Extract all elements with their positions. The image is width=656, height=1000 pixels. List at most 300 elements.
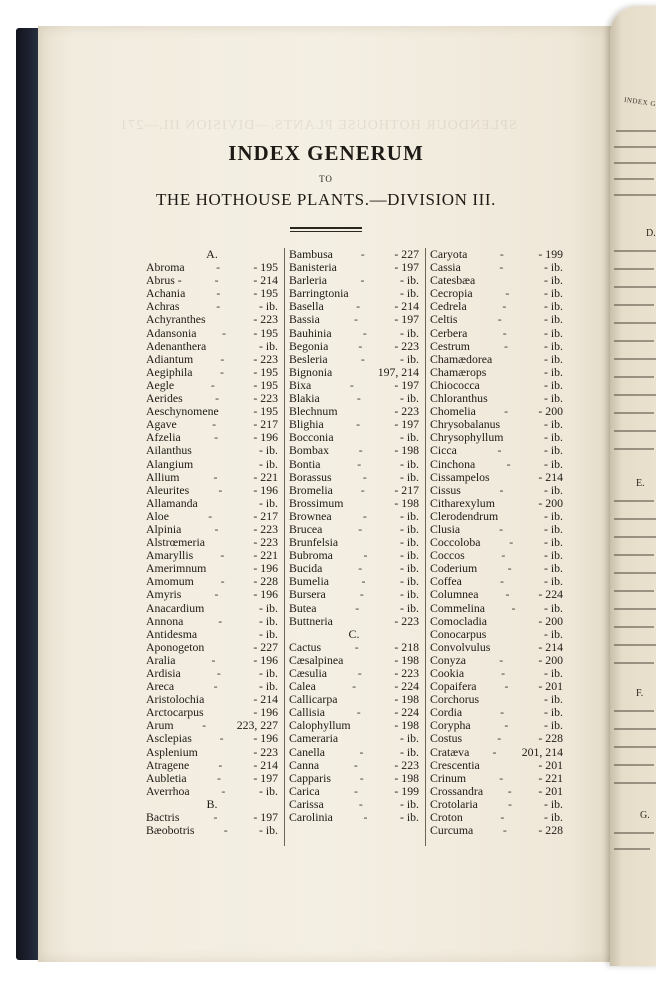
genus-name: Anacardium bbox=[146, 600, 205, 615]
letter-heading: B. bbox=[206, 796, 218, 811]
page-reference: - 196 bbox=[253, 652, 278, 667]
genus-name: Agave bbox=[146, 417, 177, 432]
genus-name: Capparis bbox=[289, 770, 331, 785]
genus-name: Allium bbox=[146, 469, 180, 484]
page-reference: - ib. bbox=[543, 810, 563, 825]
page-reference: - 195 bbox=[253, 404, 278, 419]
page-reference: - ib. bbox=[543, 692, 563, 707]
page-reference: - 200 bbox=[538, 404, 563, 419]
genus-name: Carissa bbox=[289, 796, 324, 811]
index-entry bbox=[146, 588, 278, 601]
leader-dots: - bbox=[492, 745, 499, 759]
index-entry bbox=[430, 602, 563, 615]
genus-name: Asplenium bbox=[146, 744, 198, 759]
leader-dots: - bbox=[499, 653, 506, 667]
genus-name: Cicca bbox=[430, 443, 457, 458]
page-reference: - 228 bbox=[538, 823, 563, 838]
page-reference: - ib. bbox=[543, 299, 563, 314]
leader-dots: - bbox=[360, 248, 367, 261]
page-reference: - 221 bbox=[538, 770, 563, 785]
genus-name: Crescentia bbox=[430, 757, 480, 772]
index-entry bbox=[430, 471, 563, 484]
page-reference: - ib. bbox=[543, 482, 563, 497]
genus-name: Cookia bbox=[430, 666, 465, 680]
page-reference: - 195 bbox=[253, 260, 278, 275]
index-entry bbox=[146, 327, 278, 340]
page-reference: - 228 bbox=[253, 574, 278, 589]
page-reference: - ib. bbox=[543, 338, 563, 353]
leader-dots: - bbox=[356, 392, 363, 406]
page-reference: - ib. bbox=[399, 286, 419, 301]
page-reference: - ib. bbox=[399, 325, 419, 340]
leader-dots: - bbox=[221, 326, 228, 340]
genus-name: Bixa bbox=[289, 377, 312, 392]
index-entry bbox=[146, 484, 278, 497]
column-divider bbox=[284, 248, 285, 846]
next-page-text-line bbox=[614, 448, 654, 450]
page-reference: - ib. bbox=[258, 338, 278, 353]
page-reference: - ib. bbox=[399, 587, 419, 602]
page-reference: - ib. bbox=[543, 364, 563, 379]
genus-name: Callicarpa bbox=[289, 692, 338, 707]
genus-name: Calophyllum bbox=[289, 718, 351, 733]
page-reference: - 199 bbox=[394, 783, 419, 798]
index-entry bbox=[430, 366, 563, 379]
genus-name: Chrysobalanus bbox=[430, 417, 501, 432]
genus-name: Brossimum bbox=[289, 495, 344, 510]
genus-name: Blighia bbox=[289, 417, 324, 432]
next-page-text-line bbox=[614, 572, 656, 574]
index-entry bbox=[289, 340, 419, 353]
genus-name: Abrus - bbox=[146, 273, 182, 288]
genus-name: Columnea bbox=[430, 587, 479, 602]
page-reference: - 196 bbox=[253, 482, 278, 497]
page-reference: - 214 bbox=[253, 692, 278, 707]
page-reference: - ib. bbox=[258, 626, 278, 641]
genus-name: Amaryllis bbox=[146, 548, 194, 563]
genus-name: Ardisia bbox=[146, 666, 181, 680]
page-reference: - ib. bbox=[399, 600, 419, 615]
page-reference: - 224 bbox=[394, 705, 419, 720]
page-reference: - 195 bbox=[253, 325, 278, 340]
title-rule-bottom bbox=[290, 231, 362, 232]
leader-dots: - bbox=[214, 588, 221, 602]
leader-dots: - bbox=[210, 378, 217, 392]
genus-name: Cedrela bbox=[430, 299, 467, 314]
page-reference: - 217 bbox=[253, 417, 278, 432]
page-reference: - ib. bbox=[543, 600, 563, 615]
leader-dots: - bbox=[502, 824, 509, 838]
page-reference: - 197 bbox=[394, 312, 419, 327]
page-reference: - ib. bbox=[399, 508, 419, 523]
genus-name: Aristolochia bbox=[146, 692, 205, 707]
genus-name: Alstrœmeria bbox=[146, 535, 205, 550]
leader-dots: - bbox=[212, 418, 219, 432]
genus-name: Bocconia bbox=[289, 430, 334, 445]
index-entry bbox=[146, 353, 278, 366]
genus-name: Amerimnum bbox=[146, 561, 207, 576]
next-page-text-line bbox=[614, 626, 654, 628]
page-reference: - 197 bbox=[394, 417, 419, 432]
leader-dots: - bbox=[213, 470, 220, 484]
next-page-text-line bbox=[614, 832, 654, 834]
index-entry bbox=[289, 327, 419, 340]
genus-name: Chamædorea bbox=[430, 351, 493, 366]
leader-dots: - bbox=[501, 667, 507, 680]
leader-dots: - bbox=[500, 811, 507, 825]
genus-name: Borassus bbox=[289, 469, 332, 484]
leader-dots: - bbox=[497, 732, 504, 746]
column-divider bbox=[425, 248, 426, 846]
genus-name: Amomum bbox=[146, 574, 194, 589]
leader-dots: - bbox=[219, 732, 226, 746]
next-page-text-line bbox=[614, 286, 656, 288]
genus-name: Carolinia bbox=[289, 810, 333, 825]
leader-dots: - bbox=[216, 667, 223, 680]
page-reference: - ib. bbox=[543, 548, 563, 563]
genus-name: Annona bbox=[146, 613, 184, 628]
next-page-text-line bbox=[614, 848, 650, 850]
page-reference: - ib. bbox=[399, 273, 419, 288]
leader-dots: - bbox=[497, 313, 504, 327]
leader-dots: - bbox=[499, 483, 506, 497]
genus-name: Canna bbox=[289, 757, 320, 772]
index-entry bbox=[289, 444, 419, 457]
leader-dots: - bbox=[497, 444, 504, 458]
page-reference: - ib. bbox=[543, 796, 563, 811]
genus-name: Adenanthera bbox=[146, 338, 207, 353]
leader-dots: - bbox=[359, 745, 366, 759]
genus-name: Blakia bbox=[289, 391, 320, 406]
leader-dots: - bbox=[505, 287, 512, 301]
index-entry bbox=[146, 510, 278, 523]
index-entry bbox=[430, 497, 563, 510]
genus-name: Aegiphila bbox=[146, 364, 193, 379]
leader-dots: - bbox=[359, 771, 366, 785]
index-entry bbox=[430, 353, 563, 366]
page-reference: - ib. bbox=[399, 574, 419, 589]
page-reference: - 199 bbox=[538, 247, 563, 261]
leader-dots: - bbox=[501, 549, 508, 563]
index-entry bbox=[289, 471, 419, 484]
page-reference: - ib. bbox=[258, 495, 278, 510]
index-entry bbox=[146, 824, 278, 837]
genus-name: Ailanthus bbox=[146, 443, 192, 458]
genus-name: Abroma bbox=[146, 260, 185, 275]
page-reference: - 198 bbox=[394, 770, 419, 785]
genus-name: Cordia bbox=[430, 705, 463, 720]
genus-name: Caryota bbox=[430, 247, 468, 261]
page-reference: - 214 bbox=[394, 299, 419, 314]
page-reference: - ib. bbox=[543, 417, 563, 432]
leader-dots: - bbox=[358, 522, 365, 536]
genus-name: Aloe bbox=[146, 508, 169, 523]
leader-dots: - bbox=[507, 784, 514, 798]
index-entry bbox=[146, 471, 278, 484]
page-reference: - ib. bbox=[543, 456, 563, 471]
leader-dots: - bbox=[354, 784, 361, 798]
leader-dots: - bbox=[215, 392, 222, 406]
page-reference: - ib. bbox=[399, 731, 419, 746]
genus-name: Brucea bbox=[289, 521, 323, 536]
leader-dots: - bbox=[509, 536, 516, 550]
leader-dots: - bbox=[502, 326, 509, 340]
index-entry bbox=[146, 785, 278, 798]
page-reference: - 195 bbox=[253, 364, 278, 379]
leader-dots: - bbox=[220, 352, 227, 366]
page-reference: - 223 bbox=[253, 391, 278, 406]
genus-name: Crinum bbox=[430, 770, 467, 785]
next-page-text-line bbox=[614, 644, 656, 646]
genus-name: Alpinia bbox=[146, 521, 182, 536]
index-entry bbox=[146, 615, 278, 628]
page-reference: - ib. bbox=[399, 810, 419, 825]
next-page-text-line bbox=[614, 162, 656, 164]
index-entry bbox=[146, 732, 278, 745]
page-reference: - ib. bbox=[543, 325, 563, 340]
page-reference: - 214 bbox=[538, 469, 563, 484]
index-entry bbox=[146, 628, 278, 641]
leader-dots: - bbox=[358, 444, 365, 458]
page-reference: - 217 bbox=[253, 508, 278, 523]
index-entry bbox=[430, 772, 563, 785]
genus-name: Coffea bbox=[430, 574, 462, 589]
leader-dots: - bbox=[223, 824, 230, 838]
index-entry bbox=[430, 785, 563, 798]
next-page-letter-g: G. bbox=[640, 810, 650, 821]
page-reference: - ib. bbox=[543, 508, 563, 523]
page-reference: - 224 bbox=[538, 587, 563, 602]
page-reference: - 223 bbox=[394, 613, 419, 628]
next-page-text-line bbox=[614, 146, 656, 148]
genus-name: Aerides bbox=[146, 391, 183, 406]
leader-dots: - bbox=[355, 601, 362, 615]
page-reference: - ib. bbox=[258, 456, 278, 471]
genus-name: Averrhoa bbox=[146, 783, 190, 798]
genus-name: Basella bbox=[289, 299, 324, 314]
page-reference: - 224 bbox=[394, 679, 419, 694]
leader-dots: - bbox=[504, 339, 510, 353]
leader-dots: - bbox=[499, 575, 506, 589]
page-reference: - ib. bbox=[258, 299, 278, 314]
genus-name: Cassia bbox=[430, 260, 461, 275]
index-entry bbox=[289, 353, 419, 366]
leader-dots: - bbox=[218, 758, 225, 772]
genus-name: Amyris bbox=[146, 587, 182, 602]
genus-name: Chamærops bbox=[430, 364, 487, 379]
page-reference: - 197 bbox=[253, 770, 278, 785]
page-reference: - 223 bbox=[394, 666, 419, 680]
leader-dots: - bbox=[354, 313, 361, 327]
page-reference: - ib. bbox=[399, 391, 419, 406]
page-reference: - ib. bbox=[543, 705, 563, 720]
genus-name: Achras bbox=[146, 299, 180, 314]
page-reference: - 197 bbox=[394, 377, 419, 392]
index-entry bbox=[146, 340, 278, 353]
page-reference: - 198 bbox=[394, 495, 419, 510]
index-entry bbox=[146, 746, 278, 759]
page-reference: - ib. bbox=[258, 613, 278, 628]
index-entry bbox=[289, 732, 419, 745]
genus-name: Cæsalpinea bbox=[289, 652, 344, 667]
index-entry bbox=[430, 588, 563, 601]
next-page-text-line bbox=[614, 340, 654, 342]
page-reference: - 223 bbox=[394, 338, 419, 353]
next-page-text-line bbox=[616, 130, 656, 132]
page-reference: - ib. bbox=[543, 574, 563, 589]
genus-name: Cerbera bbox=[430, 325, 468, 340]
genus-name: Bucida bbox=[289, 561, 323, 576]
index-entry bbox=[289, 313, 419, 326]
genus-name: Coccoloba bbox=[430, 535, 481, 550]
genus-name: Areca bbox=[146, 679, 175, 694]
page-reference: - ib. bbox=[258, 443, 278, 458]
index-entry bbox=[430, 746, 563, 759]
index-entry bbox=[289, 484, 419, 497]
index-entry bbox=[430, 458, 563, 471]
leader-dots: - bbox=[363, 549, 370, 563]
page-reference: - 221 bbox=[253, 469, 278, 484]
index-entry bbox=[430, 510, 563, 523]
genus-name: Achyranthes bbox=[146, 312, 206, 327]
index-entry bbox=[146, 444, 278, 457]
leader-dots: - bbox=[356, 418, 363, 432]
genus-name: Corchorus bbox=[430, 692, 480, 707]
genus-name: Canella bbox=[289, 744, 326, 759]
index-entry bbox=[430, 759, 563, 772]
leader-dots: - bbox=[214, 431, 221, 445]
genus-name: Curcuma bbox=[430, 823, 474, 838]
page-reference: - ib. bbox=[543, 626, 563, 641]
index-entry bbox=[289, 510, 419, 523]
genus-name: Croton bbox=[430, 810, 463, 825]
leader-dots: - bbox=[499, 261, 506, 275]
leader-dots: - bbox=[499, 522, 506, 536]
leader-dots: - bbox=[214, 522, 221, 536]
genus-name: Corypha bbox=[430, 718, 471, 733]
leader-dots: - bbox=[358, 562, 365, 576]
leader-dots: - bbox=[216, 300, 223, 314]
leader-dots: - bbox=[213, 811, 220, 825]
genus-name: Achania bbox=[146, 286, 186, 301]
genus-name: Adiantum bbox=[146, 351, 194, 366]
page-reference: - ib. bbox=[543, 377, 563, 392]
page-reference: - ib. bbox=[543, 286, 563, 301]
genus-name: Celtis bbox=[430, 312, 458, 327]
page-reference: - 198 bbox=[394, 692, 419, 707]
page-reference: - ib. bbox=[258, 823, 278, 838]
genus-name: Chiococca bbox=[430, 377, 480, 392]
index-entry bbox=[146, 313, 278, 326]
genus-name: Bursera bbox=[289, 587, 326, 602]
leader-dots: - bbox=[499, 771, 506, 785]
page-subtitle: THE HOTHOUSE PLANTS.—DIVISION III. bbox=[155, 190, 497, 209]
page-reference: - 227 bbox=[394, 247, 419, 261]
letter-heading: A. bbox=[206, 247, 218, 261]
page-reference: - 214 bbox=[253, 757, 278, 772]
page-reference: - 196 bbox=[253, 561, 278, 576]
page-reference: - ib. bbox=[399, 796, 419, 811]
genus-name: Chloranthus bbox=[430, 391, 488, 406]
genus-name: Cissus bbox=[430, 482, 461, 497]
leader-dots: - bbox=[356, 300, 363, 314]
genus-name: Begonia bbox=[289, 338, 329, 353]
page-reference: - 198 bbox=[394, 652, 419, 667]
next-page-text-line bbox=[614, 430, 656, 432]
leader-dots: - bbox=[208, 509, 215, 523]
index-column-1 bbox=[146, 248, 278, 837]
genus-name: Aegle bbox=[146, 377, 175, 392]
page-reference: - 218 bbox=[394, 639, 419, 654]
next-page-letter-d: D. bbox=[646, 228, 656, 239]
page-reference: - ib. bbox=[543, 391, 563, 406]
next-page-text-line bbox=[614, 536, 656, 538]
next-page-text-line bbox=[614, 358, 656, 360]
genus-name: Allamanda bbox=[146, 495, 198, 510]
genus-name: Chomelia bbox=[430, 404, 476, 419]
index-entry bbox=[146, 641, 278, 654]
next-page-letter-e: E. bbox=[636, 478, 645, 489]
genus-name: Catesbæa bbox=[430, 273, 476, 288]
index-entry bbox=[289, 602, 419, 615]
next-page-text-line bbox=[614, 764, 654, 766]
page-reference: - 221 bbox=[253, 548, 278, 563]
next-page-text-line bbox=[614, 322, 656, 324]
next-page-text-line bbox=[614, 304, 654, 306]
page-reference: - ib. bbox=[399, 469, 419, 484]
genus-name: Comocladia bbox=[430, 613, 488, 628]
leader-dots: - bbox=[362, 509, 369, 523]
genus-name: Arctocarpus bbox=[146, 705, 204, 720]
leader-dots: - bbox=[362, 326, 369, 340]
genus-name: Clusia bbox=[430, 521, 461, 536]
index-entry bbox=[146, 497, 278, 510]
page-reference: - ib. bbox=[543, 561, 563, 576]
genus-name: Atragene bbox=[146, 757, 190, 772]
index-entry bbox=[430, 641, 563, 654]
leader-dots: - bbox=[218, 614, 225, 628]
genus-name: Clerodendrum bbox=[430, 508, 499, 523]
next-page-text-line bbox=[614, 250, 656, 252]
page-reference: - 196 bbox=[253, 705, 278, 720]
index-entry bbox=[430, 340, 563, 353]
page-reference: - 196 bbox=[253, 430, 278, 445]
genus-name: Bambusa bbox=[289, 247, 333, 261]
leader-dots: - bbox=[358, 797, 365, 811]
next-page-text-line bbox=[614, 728, 656, 730]
index-entry bbox=[430, 615, 563, 628]
page-reference: - ib. bbox=[399, 548, 419, 563]
page-reference: - 223 bbox=[253, 744, 278, 759]
page-reference: - ib. bbox=[258, 679, 278, 694]
genus-name: Bæobotris bbox=[146, 823, 195, 838]
page-reference: - ib. bbox=[543, 351, 563, 366]
index-entry bbox=[289, 641, 419, 654]
index-entry bbox=[289, 746, 419, 759]
genus-name: Conocarpus bbox=[430, 626, 487, 641]
page-reference: - 196 bbox=[253, 731, 278, 746]
next-page-text-line bbox=[614, 194, 656, 196]
genus-name: Asclepias bbox=[146, 731, 192, 746]
index-entry bbox=[146, 366, 278, 379]
next-page-header: INDEX G bbox=[623, 95, 656, 109]
index-entry bbox=[146, 602, 278, 615]
page-reference: 197, 214 bbox=[377, 364, 419, 379]
index-entry bbox=[289, 497, 419, 510]
genus-name: Bontia bbox=[289, 456, 321, 471]
page-reference: 223, 227 bbox=[236, 718, 278, 733]
index-entry bbox=[289, 458, 419, 471]
